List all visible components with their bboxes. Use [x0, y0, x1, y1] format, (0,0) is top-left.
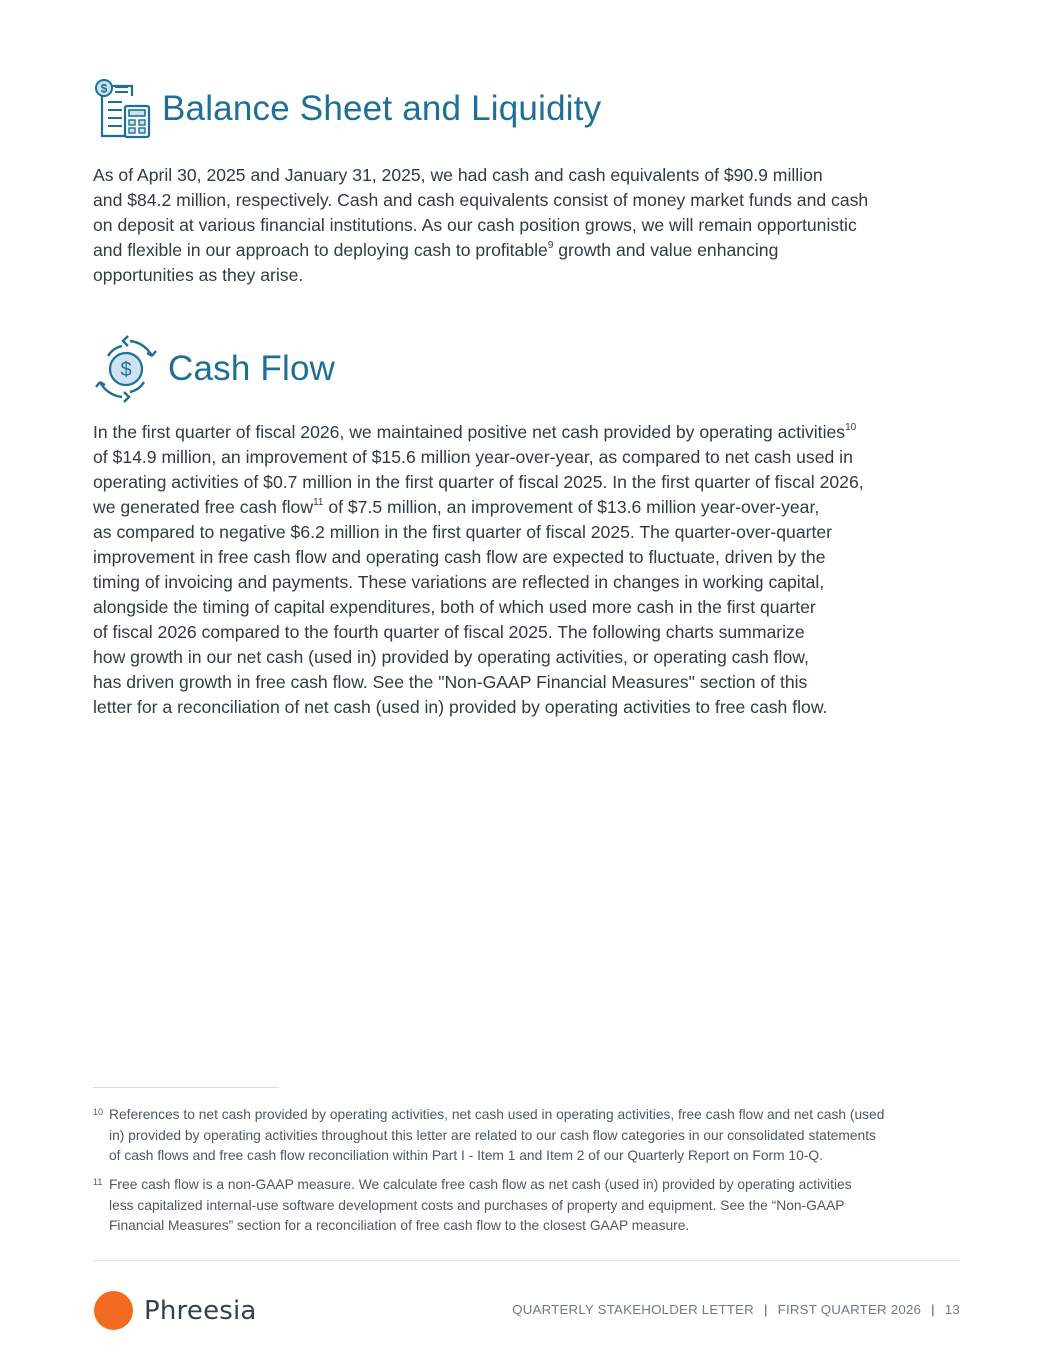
phreesia-logo: [94, 1291, 257, 1330]
footnote-10: [93, 1105, 884, 1167]
footnote-line: less capitalized internal-use software development costs and purchases of property and equipment. See the “Non-GAAP: [109, 1197, 845, 1213]
footer-separator: |: [763, 1302, 768, 1317]
paragraph-line: As of April 30, 2025 and January 31, 2025, we had cash and cash equivalents of $90.9 million: [93, 165, 823, 185]
svg-text:$: $: [120, 359, 132, 381]
paragraph-text: of $7.5 million, an improvement of $13.6 million year-over-year,: [323, 497, 820, 517]
footnote-number: 10: [93, 1107, 104, 1117]
logo-wordmark: Phreesia: [144, 1295, 257, 1326]
paragraph-line: improvement in free cash flow and operating cash flow are expected to fluctuate, driven by the: [93, 547, 826, 567]
paragraph-line: alongside the timing of capital expenditures, both of which used more cash in the first quarter: [93, 597, 816, 617]
footnote-line: in) provided by operating activities throughout this letter are related to our cash flow categories in our consolidated statements: [109, 1127, 876, 1143]
footnote-line: References to net cash provided by operating activities, net cash used in operating activities, free cash flow and net cash (used: [109, 1107, 885, 1122]
paragraph-line: of $14.9 million, an improvement of $15.6 million year-over-year, as compared to net cash used in: [93, 447, 853, 467]
logo-dot-icon: [94, 1291, 133, 1330]
page-number: 13: [944, 1302, 960, 1317]
paragraph-line: opportunities as they arise.: [93, 265, 304, 285]
footnote-number: 11: [93, 1177, 103, 1187]
footnote-line: Free cash flow is a non-GAAP measure. We calculate free cash flow as net cash (used in) provided by operating activities: [109, 1177, 852, 1192]
paragraph-text: and flexible in our approach to deploying cash to profitable: [93, 240, 548, 260]
cash-flow-paragraph: [93, 420, 864, 720]
paragraph-line: as compared to negative $6.2 million in the first quarter of fiscal 2025. The quarter-over-quarter: [93, 522, 832, 542]
footnote-11: [93, 1175, 852, 1237]
footnote-text: [109, 1175, 852, 1237]
svg-text:$: $: [100, 81, 108, 96]
cash-flow-title: Cash Flow: [168, 349, 336, 388]
balance-sheet-header: [92, 78, 601, 140]
footer-period: FIRST QUARTER 2026: [777, 1302, 922, 1317]
paragraph-text: growth and value enhancing: [553, 240, 779, 260]
paragraph-line: operating activities of $0.7 million in the first quarter of fiscal 2025. In the first quarter of fiscal 2026,: [93, 472, 864, 492]
paragraph-line: on deposit at various financial institutions. As our cash position grows, we will remain opportunistic: [93, 215, 857, 235]
paragraph-text: In the first quarter of fiscal 2026, we maintained positive net cash provided by operating activities: [93, 422, 846, 442]
footnote-line: Financial Measures” section for a reconciliation of free cash flow to the closest GAAP measure.: [109, 1218, 690, 1233]
paragraph-line: of fiscal 2026 compared to the fourth quarter of fiscal 2025. The following charts summarize: [93, 622, 805, 642]
paragraph-line: and $84.2 million, respectively. Cash and cash equivalents consist of money market funds and cash: [93, 190, 869, 210]
footnote-ref-10: 10: [845, 422, 857, 434]
footer-divider: [93, 1260, 960, 1261]
calculator-document-icon: [92, 78, 152, 140]
cash-flow-header: [92, 334, 335, 404]
footer-separator: |: [931, 1302, 935, 1317]
balance-sheet-paragraph: [93, 163, 868, 288]
paragraph-line: timing of invoicing and payments. These variations are reflected in changes in working capital,: [93, 572, 825, 592]
balance-sheet-title: Balance Sheet and Liquidity: [162, 89, 602, 128]
footnote-ref-11: 11: [313, 497, 324, 509]
footnote-text: [109, 1105, 884, 1167]
paragraph-text: we generated free cash flow: [93, 497, 314, 517]
paragraph-line: letter for a reconciliation of net cash (used in) provided by operating activities to free cash flow.: [93, 697, 828, 717]
footnote-ref-9: 9: [547, 240, 554, 252]
footer-info: [512, 1302, 960, 1317]
footnote-line: of cash flows and free cash flow reconciliation within Part I - Item 1 and Item 2 of our Quarterly Report on Form 10-Q.: [109, 1148, 823, 1163]
footer-letter-title: QUARTERLY STAKEHOLDER LETTER: [512, 1302, 754, 1317]
footnote-divider: [93, 1087, 279, 1088]
dollar-cycle-icon: [92, 334, 160, 404]
paragraph-line: [93, 495, 864, 520]
paragraph-line: [93, 420, 864, 445]
paragraph-line: has driven growth in free cash flow. See the "Non-GAAP Financial Measures" section of this: [93, 672, 808, 692]
paragraph-line: how growth in our net cash (used in) provided by operating activities, or operating cash flow,: [93, 647, 809, 667]
paragraph-line: [93, 238, 868, 263]
